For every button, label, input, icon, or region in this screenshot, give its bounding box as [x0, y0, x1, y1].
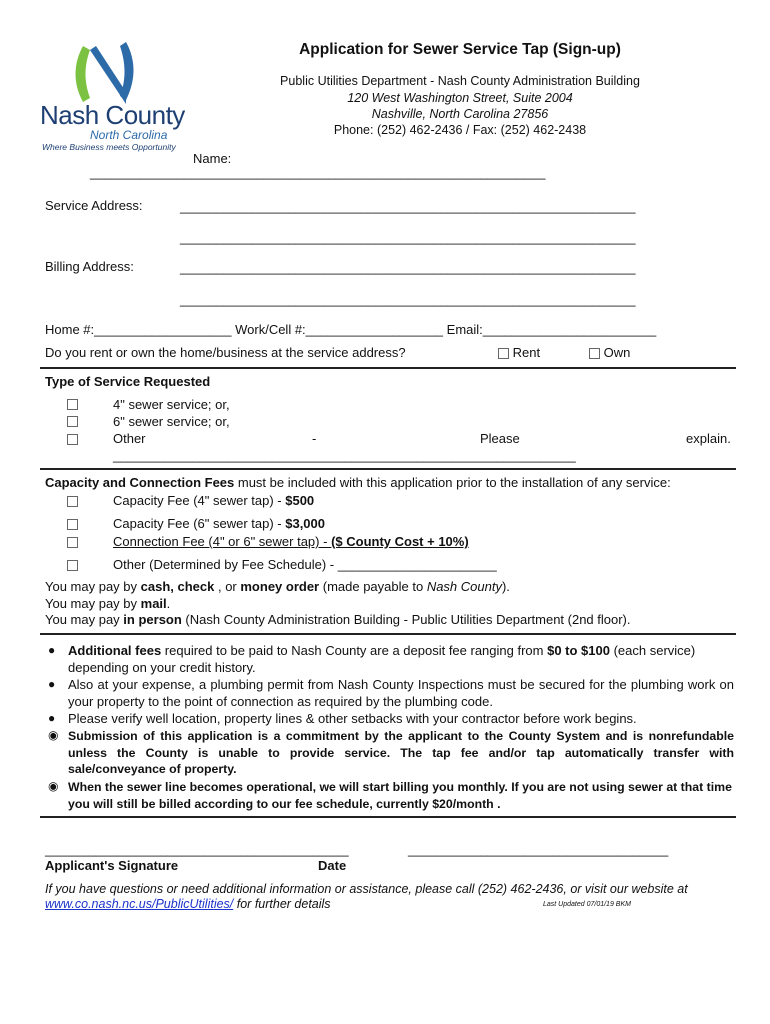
pay-in-person-line: You may pay in person (Nash County Administration Building - Public Utilities Department (2nd floor).	[45, 612, 631, 627]
own-option[interactable]	[589, 345, 630, 360]
divider	[40, 367, 736, 369]
note-verify-well: Please verify well location, property lines & other setbacks with your contractor before work begins.	[68, 711, 637, 726]
service-address-field-1[interactable]: _______________________________________________________________	[180, 199, 636, 214]
applicant-signature-label: Applicant's Signature	[45, 858, 179, 873]
service-address-field-2[interactable]: _______________________________________________________________	[180, 230, 636, 245]
connection-fee: Connection Fee (4" or 6" sewer tap) - ($ County Cost + 10%)	[113, 534, 469, 549]
rent-checkbox[interactable]	[498, 348, 509, 359]
other-fee[interactable]: Other (Determined by Fee Schedule) - ______________________	[113, 557, 497, 572]
billing-address-field-2[interactable]: _______________________________________________________________	[180, 292, 636, 307]
date-label: Date	[318, 858, 347, 873]
capacity-6in-checkbox[interactable]	[67, 516, 78, 531]
logo-name: Nash County	[40, 100, 185, 130]
divider	[40, 633, 736, 635]
note-billing: When the sewer line becomes operational, we will start billing you monthly. If you are not using sewer at that time you will still be billed according to our fee schedule, currently $20/month .	[68, 780, 732, 811]
nash-county-logo	[40, 34, 185, 154]
logo-tagline: Where Business meets Opportunity	[42, 142, 176, 152]
service-other-field[interactable]: ________________________________________________________________	[113, 448, 576, 463]
fees-heading	[45, 475, 671, 490]
bullet-icon: ◉	[48, 728, 59, 742]
billing-address-field-1[interactable]: _______________________________________________________________	[180, 260, 636, 275]
service-other-explain: explain.	[686, 431, 731, 446]
bullet-icon: ●	[48, 677, 56, 691]
phone-email-fields[interactable]: Home #:___________________ Work/Cell #:___________________ Email:________________________	[45, 322, 657, 337]
note-plumbing-permit: Also at your expense, a plumbing permit from Nash County Inspections must be secured for the plumbing work on your property to the point of connection as required by the plumbing code.	[68, 677, 734, 709]
service-other-dash: -	[312, 431, 317, 446]
service-other-please: Please	[480, 431, 520, 446]
capacity-4in-fee: Capacity Fee (4" sewer tap) - $500	[113, 493, 315, 508]
service-4in-checkbox[interactable]	[67, 396, 78, 411]
service-6in-label: 6" sewer service; or,	[113, 414, 230, 429]
name-label: Name:	[193, 151, 232, 166]
bullet-icon: ●	[48, 643, 56, 657]
page-title: Application for Sewer Service Tap (Sign-up)	[299, 41, 621, 58]
rent-label: Rent	[512, 345, 541, 360]
logo-state: North Carolina	[90, 128, 168, 142]
own-checkbox[interactable]	[589, 348, 600, 359]
footer-link-line	[45, 897, 331, 911]
divider	[40, 468, 736, 470]
footer-text: If you have questions or need additional information or assistance, please call (252) 462-2436, or visit our website at	[45, 882, 688, 896]
fees-heading-bold: Capacity and Connection Fees	[45, 475, 235, 490]
other-fee-checkbox[interactable]	[67, 557, 78, 572]
service-type-heading: Type of Service Requested	[45, 374, 211, 389]
footer-details-text: for further details	[233, 897, 331, 911]
own-label: Own	[603, 345, 631, 360]
rent-own-question: Do you rent or own the home/business at the service address?	[45, 345, 406, 360]
service-address-label: Service Address:	[45, 198, 143, 213]
signature-line-right[interactable]: ____________________________________	[408, 842, 669, 857]
divider	[40, 816, 736, 818]
service-4in-label: 4" sewer service; or,	[113, 397, 230, 412]
department-line: Public Utilities Department - Nash County Administration Building	[280, 74, 640, 88]
city-line: Nashville, North Carolina 27856	[371, 107, 549, 121]
billing-address-label: Billing Address:	[45, 259, 134, 274]
service-other-checkbox[interactable]	[67, 431, 78, 446]
website-link[interactable]: www.co.nash.nc.us/PublicUtilities/	[45, 897, 234, 911]
note-commitment: Submission of this application is a commitment by the applicant to the County System and is nonrefundable unless the County is unable to provide service. The tap fee and/or tap automatically transfer with sale/conveyance of property.	[68, 729, 734, 776]
last-updated: Last Updated 07/01/19 BKM	[543, 901, 631, 908]
rent-option[interactable]	[498, 345, 540, 360]
connection-fee-checkbox[interactable]	[67, 534, 78, 549]
bullet-icon: ◉	[48, 779, 59, 793]
phone-line: Phone: (252) 462-2436 / Fax: (252) 462-2438	[333, 123, 587, 137]
pay-methods-line: You may pay by cash, check , or money order (made payable to Nash County).	[45, 579, 510, 594]
bullet-icon: ●	[48, 711, 56, 725]
capacity-6in-fee: Capacity Fee (6" sewer tap) - $3,000	[113, 516, 325, 531]
signature-line[interactable]: __________________________________________	[45, 842, 349, 857]
fees-heading-text: must be included with this application prior to the installation of any service:	[234, 475, 671, 490]
service-other-label: Other	[113, 431, 146, 446]
service-6in-checkbox[interactable]	[67, 413, 78, 428]
note-additional-fees: Additional fees required to be paid to Nash County are a deposit fee ranging from $0 to $100 (each service) depending on your credit history.	[68, 643, 696, 675]
street-line: 120 West Washington Street, Suite 2004	[347, 91, 573, 105]
name-field[interactable]: _______________________________________________________________	[90, 165, 546, 180]
capacity-4in-checkbox[interactable]	[67, 493, 78, 508]
pay-mail-line: You may pay by mail.	[45, 596, 171, 611]
